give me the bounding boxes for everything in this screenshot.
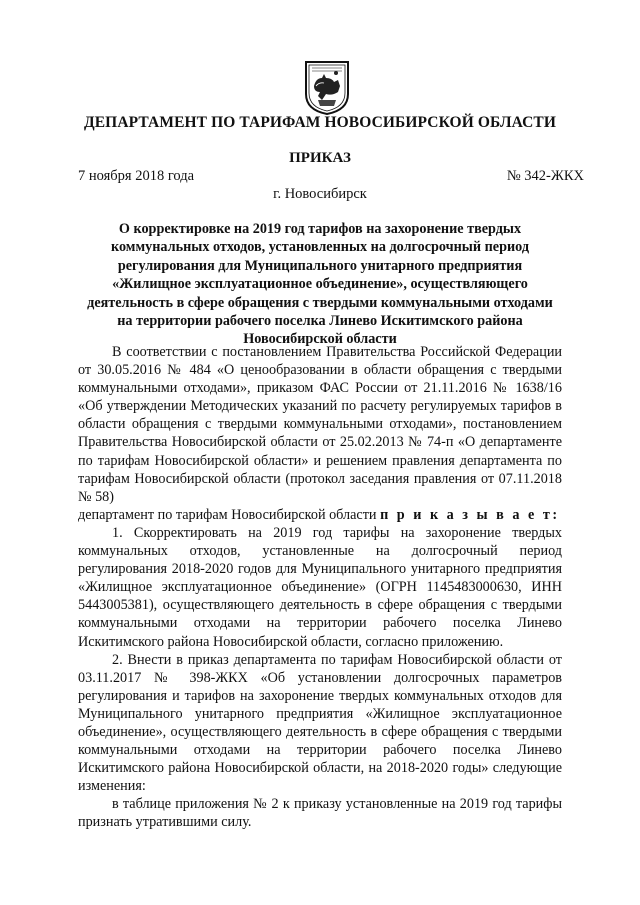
item-2-detail-paragraph: в таблице приложения № 2 к приказу установленные на 2019 год тарифы признать утратившими силу. — [78, 796, 562, 831]
order-body — [78, 343, 562, 832]
order-city: г. Новосибирск — [273, 186, 367, 202]
preamble-paragraph: В соответствии с постановлением Правительства Российской Федерации от 30.05.2016 № 484 «О ценообразовании в области обращения с твердыми коммунальными отходами», приказом ФАС России от 21.11.2016 № 1638/16 «Об утверждении Методических указаний по расчету регулируемых тарифов в области обращения с твердыми коммунальными отходами», постановлением Правительства Новосибирской области от 25.02.2013 № 74-п «О департаменте по тарифам Новосибирской области» и решением правления департамента по тарифам Новосибирской области (протокол заседания правления от 07.11.2018 № 58) — [78, 344, 562, 505]
order-date: 7 ноября 2018 года — [78, 168, 195, 184]
item-2-paragraph: 2. Внести в приказ департамента по тарифам Новосибирской области от 03.11.2017 № 398-ЖКХ «Об установлении долгосрочных параметров регулирования и тарифов на захоронение твердых коммунальных отходов для Муниципального унитарного предприятия «Жилищное эксплуатационное объединение», осуществляющего деятельность в сфере обращения с твердыми коммунальными отходами на территории рабочего поселка Линево Искитимского района Новосибирской области, на 2018-2020 годы» следующие изменения: — [78, 651, 562, 795]
order-number: № 342-ЖКХ — [506, 168, 584, 184]
item-1-paragraph: 1. Скорректировать на 2019 год тарифы на захоронение твердых коммунальных отходов, установленные на долгосрочный период регулирования 2018-2020 годов для Муниципального унитарного предприятия «Жилищное эксплуатационное объединение» (ОГРН 1145483000630, ИНН 5443005381), осуществляющего деятельность в сфере обращения с твердыми коммунальными отходами на территории рабочего поселка Линево Искитимского района Новосибирской области, согласно приложению. — [78, 524, 562, 650]
order-subject: О корректировке на 2019 год тарифов на захоронение твердых коммунальных отходов, установленных на долгосрочный период регулирования для Муниципального унитарного предприятия «Жилищное эксплуатационное объединение», осуществляющего деятельность в сфере обращения с твердыми коммунальными отходами на территории рабочего поселка Линево Искитимского района Новосибирской области — [87, 221, 553, 348]
coat-of-arms-icon — [302, 56, 352, 116]
directive-line — [78, 506, 562, 524]
department-title: ДЕПАРТАМЕНТ ПО ТАРИФАМ НОВОСИБИРСКОЙ ОБЛАСТИ — [83, 114, 557, 131]
directive-word: п р и к а з ы в а е т: — [380, 506, 560, 523]
order-title: ПРИКАЗ — [289, 150, 351, 166]
directive-prefix: департамент по тарифам Новосибирской области — [78, 506, 381, 523]
